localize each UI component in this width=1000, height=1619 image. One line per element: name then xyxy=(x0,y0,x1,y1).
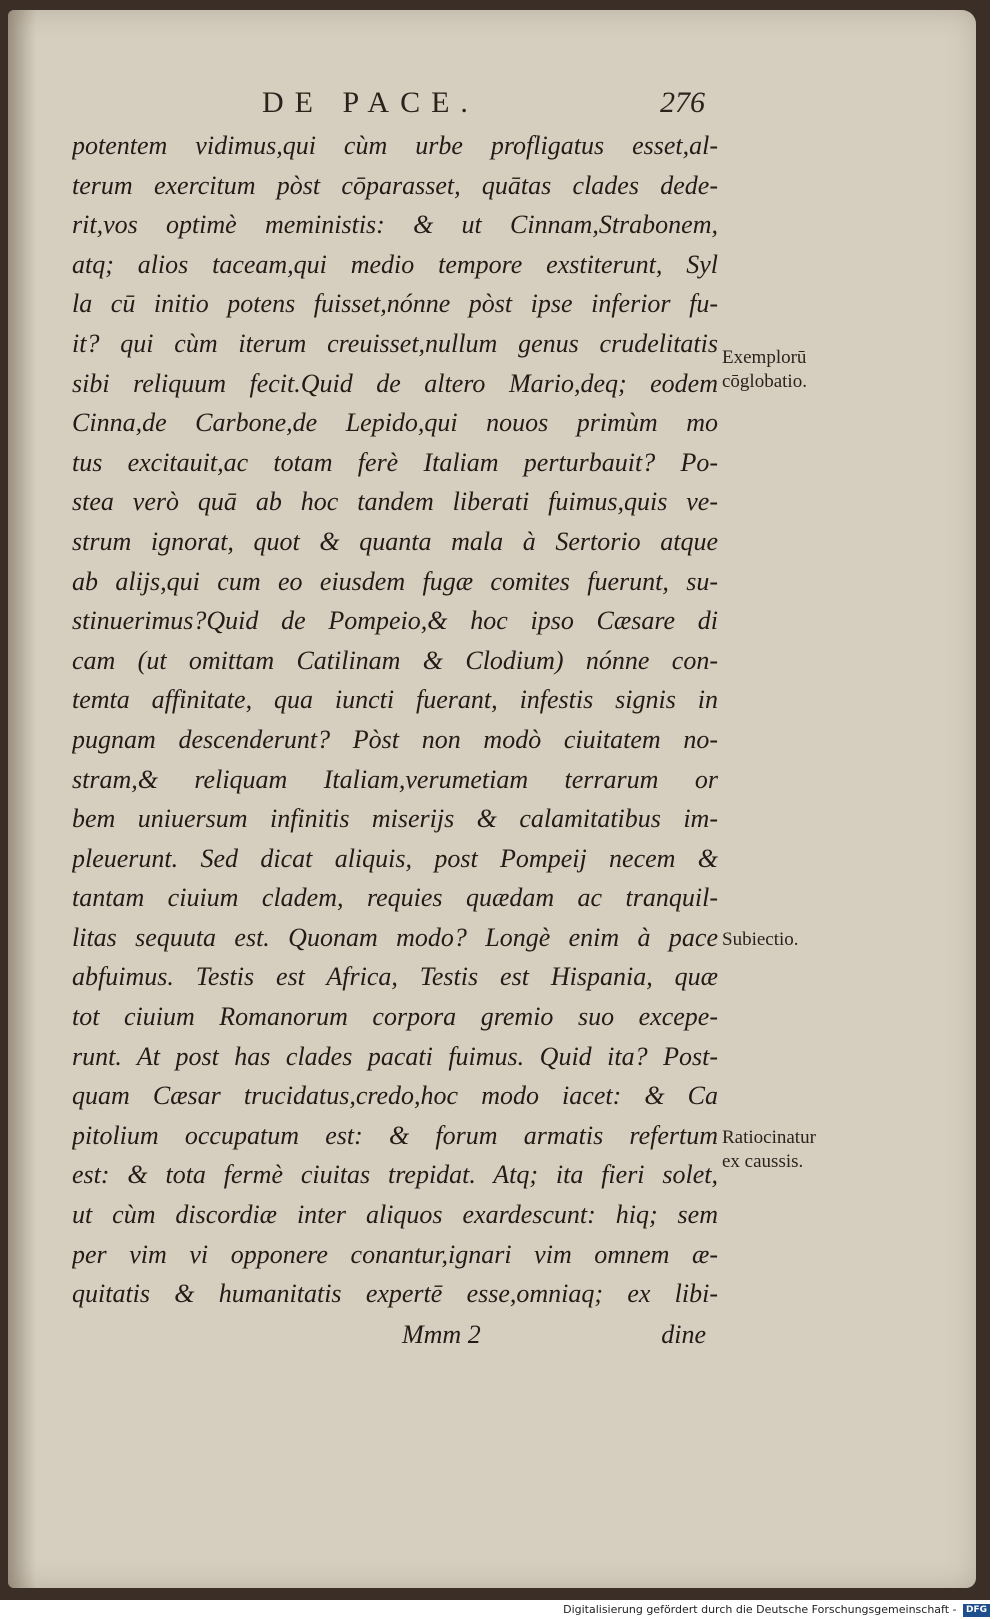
text-line: litas sequuta est. Quonam modo? Longè enim à pace xyxy=(72,922,718,952)
text-line: stinuerimus?Quid de Pompeio,& hoc ipso Cæsare di xyxy=(72,606,718,636)
catchword: dine xyxy=(661,1320,706,1349)
marginal-note-line: ex caussis. xyxy=(722,1151,804,1172)
marginal-note-line: Subiectio. xyxy=(722,929,799,950)
dfg-logo: DFG xyxy=(963,1604,990,1617)
text-line: quitatis & humanitatis expertē esse,omniaq; ex libi- xyxy=(72,1279,718,1309)
text-line: pitolium occupatum est: & forum armatis refertum xyxy=(72,1120,718,1150)
page-header xyxy=(0,86,968,126)
marginal-note-line: Exemplorū xyxy=(722,347,807,368)
marginal-note-line: cōglobatio. xyxy=(722,371,807,392)
text-line: tantam ciuium cladem, requies quædam ac tranquil- xyxy=(72,883,718,913)
text-line: pleuerunt. Sed dicat aliquis, post Pompeij necem & xyxy=(72,843,718,873)
text-line: terum exercitum pòst cōparasset, quātas clades dede- xyxy=(72,170,718,200)
text-line: stea verò quā ab hoc tandem liberati fuimus,quis ve- xyxy=(72,487,718,517)
text-line: tot ciuium Romanorum corpora gremio suo excepe- xyxy=(72,1002,718,1032)
marginal-note xyxy=(722,928,799,952)
text-line: quam Cæsar trucidatus,credo,hoc modo iacet: & Ca xyxy=(72,1081,718,1111)
page-number: 276 xyxy=(660,86,705,119)
marginal-note xyxy=(722,346,807,394)
text-line: atq; alios taceam,qui medio tempore exstiterunt, Syl xyxy=(72,249,718,279)
text-line: est: & tota fermè ciuitas trepidat. Atq; ita fieri solet, xyxy=(72,1160,718,1190)
text-line: ut cùm discordiæ inter aliquos exardescunt: hiq; sem xyxy=(72,1200,718,1230)
text-line: runt. At post has clades pacati fuimus. Quid ita? Post- xyxy=(72,1041,718,1071)
marginal-note xyxy=(722,1126,816,1174)
main-text-block xyxy=(72,126,718,1314)
text-line: it? qui cùm iterum creuisset,nullum genus crudelitatis xyxy=(72,328,718,358)
text-line: bem uniuersum infinitis miserijs & calamitatibus im- xyxy=(72,804,718,834)
catchline xyxy=(72,1320,718,1360)
text-line: stram,& reliquam Italiam,verumetiam terrarum or xyxy=(72,764,718,794)
text-line: per vim vi opponere conantur,ignari vim omnem æ- xyxy=(72,1239,718,1269)
text-line: abfuimus. Testis est Africa, Testis est Hispania, quæ xyxy=(72,962,718,992)
text-line: rit,vos optimè meministis: & ut Cinnam,Strabonem, xyxy=(72,210,718,240)
marginal-note-line: Ratiocinatur xyxy=(722,1127,816,1148)
text-line: la cū initio potens fuisset,nónne pòst ipse inferior fu- xyxy=(72,289,718,319)
text-line: temta affinitate, qua iuncti fuerant, infestis signis in xyxy=(72,685,718,715)
signature-mark: Mmm 2 xyxy=(402,1320,481,1349)
text-line: ab alijs,qui cum eo eiusdem fugæ comites fuerunt, su- xyxy=(72,566,718,596)
text-line: sibi reliquum fecit.Quid de altero Mario,deq; eodem xyxy=(72,368,718,398)
text-line: Cinna,de Carbone,de Lepido,qui nouos primùm mo xyxy=(72,408,718,438)
text-line: tus excitauit,ac totam ferè Italiam perturbauit? Po- xyxy=(72,447,718,477)
text-line: pugnam descenderunt? Pòst non modò ciuitatem no- xyxy=(72,724,718,754)
running-title: DE PACE. xyxy=(262,86,479,119)
text-line: potentem vidimus,qui cùm urbe profligatus esset,al- xyxy=(72,131,718,160)
text-line: cam (ut omittam Catilinam & Clodium) nónne con- xyxy=(72,645,718,675)
digitization-credit xyxy=(563,1600,990,1619)
credit-text: Digitalisierung gefördert durch die Deutsche Forschungsgemeinschaft - xyxy=(563,1603,957,1616)
gutter-shadow xyxy=(8,10,36,1588)
text-line: strum ignorat, quot & quanta mala à Sertorio atque xyxy=(72,526,718,556)
